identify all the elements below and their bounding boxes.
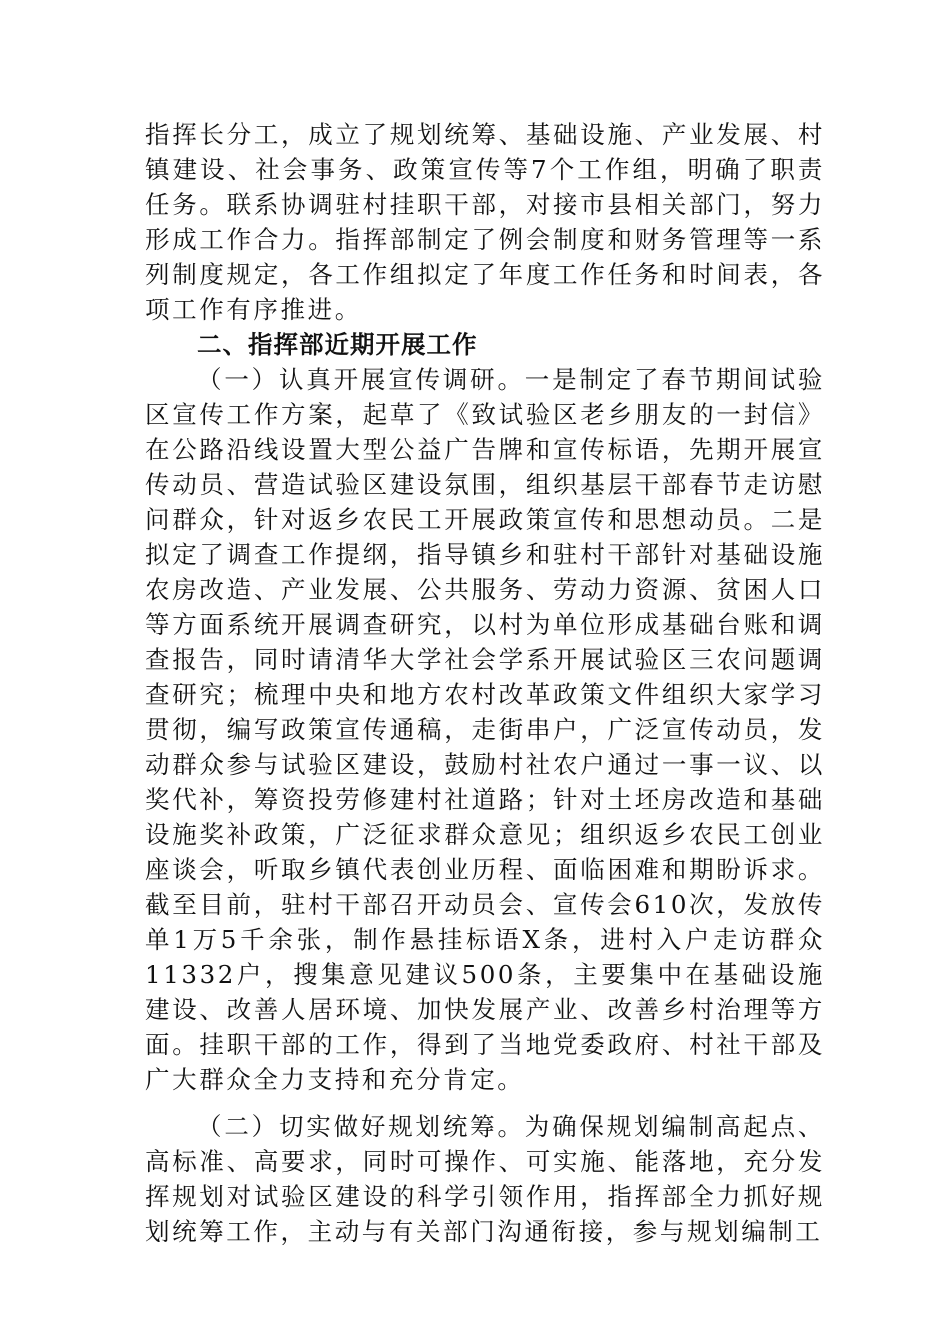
paragraph-publicity-research: （一）认真开展宣传调研。一是制定了春节期间试验区宣传工作方案，起草了《致试验区老乡朋友的一封信》在公路沿线设置大型公益广告牌和宣传标语，先期开展宣传动员、营造试验区建设氛围，组织基层干部春节走访慰问群众，针对返乡农民工开展政策宣传和思想动员。二是拟定了调查工作提纲，指导镇乡和驻村干部针对基础设施农房改造、产业发展、公共服务、劳动力资源、贫困人口等方面系统开展调查研究，以村为单位形成基础台账和调查报告，同时请清华大学社会学系开展试验区三农问题调查研究；梳理中央和地方农村改革政策文件组织大家学习贯彻，编写政策宣传通稿，走街串户，广泛宣传动员，发动群众参与试验区建设，鼓励村社农户通过一事一议、以奖代补，筹资投劳修建村社道路；针对土坯房改造和基础设施奖补政策，广泛征求群众意见；组织返乡农民工创业座谈会，听取乡镇代表创业历程、面临困难和期盼诉求。截至目前，驻村干部召开动员会、宣传会610次，发放传单1万5千余张，制作悬挂标语X条，进村入户走访群众11332户，搜集意见建议500条，主要集中在基础设施建设、改善人居环境、加快发展产业、改善乡村治理等方面。挂职干部的工作，得到了当地党委政府、村社干部及广大群众全力支持和充分肯定。: [145, 365, 825, 1094]
section-heading: 二、指挥部近期开展工作: [197, 330, 478, 359]
document-body: [145, 117, 825, 1249]
paragraph-planning: （二）切实做好规划统筹。为确保规划编制高起点、高标准、高要求，同时可操作、可实施、能落地，充分发挥规划对试验区建设的科学引领作用，指挥部全力抓好规划统筹工作，主动与有关部门沟通衔接，参与规划编制工: [145, 1112, 825, 1246]
paragraph-continuation: 指挥长分工，成立了规划统筹、基础设施、产业发展、村镇建设、社会事务、政策宣传等7个工作组，明确了职责任务。联系协调驻村挂职干部，对接市县相关部门，努力形成工作合力。指挥部制定了例会制度和财务管理等一系列制度规定，各工作组拟定了年度工作任务和时间表，各项工作有序推进。: [145, 120, 825, 324]
